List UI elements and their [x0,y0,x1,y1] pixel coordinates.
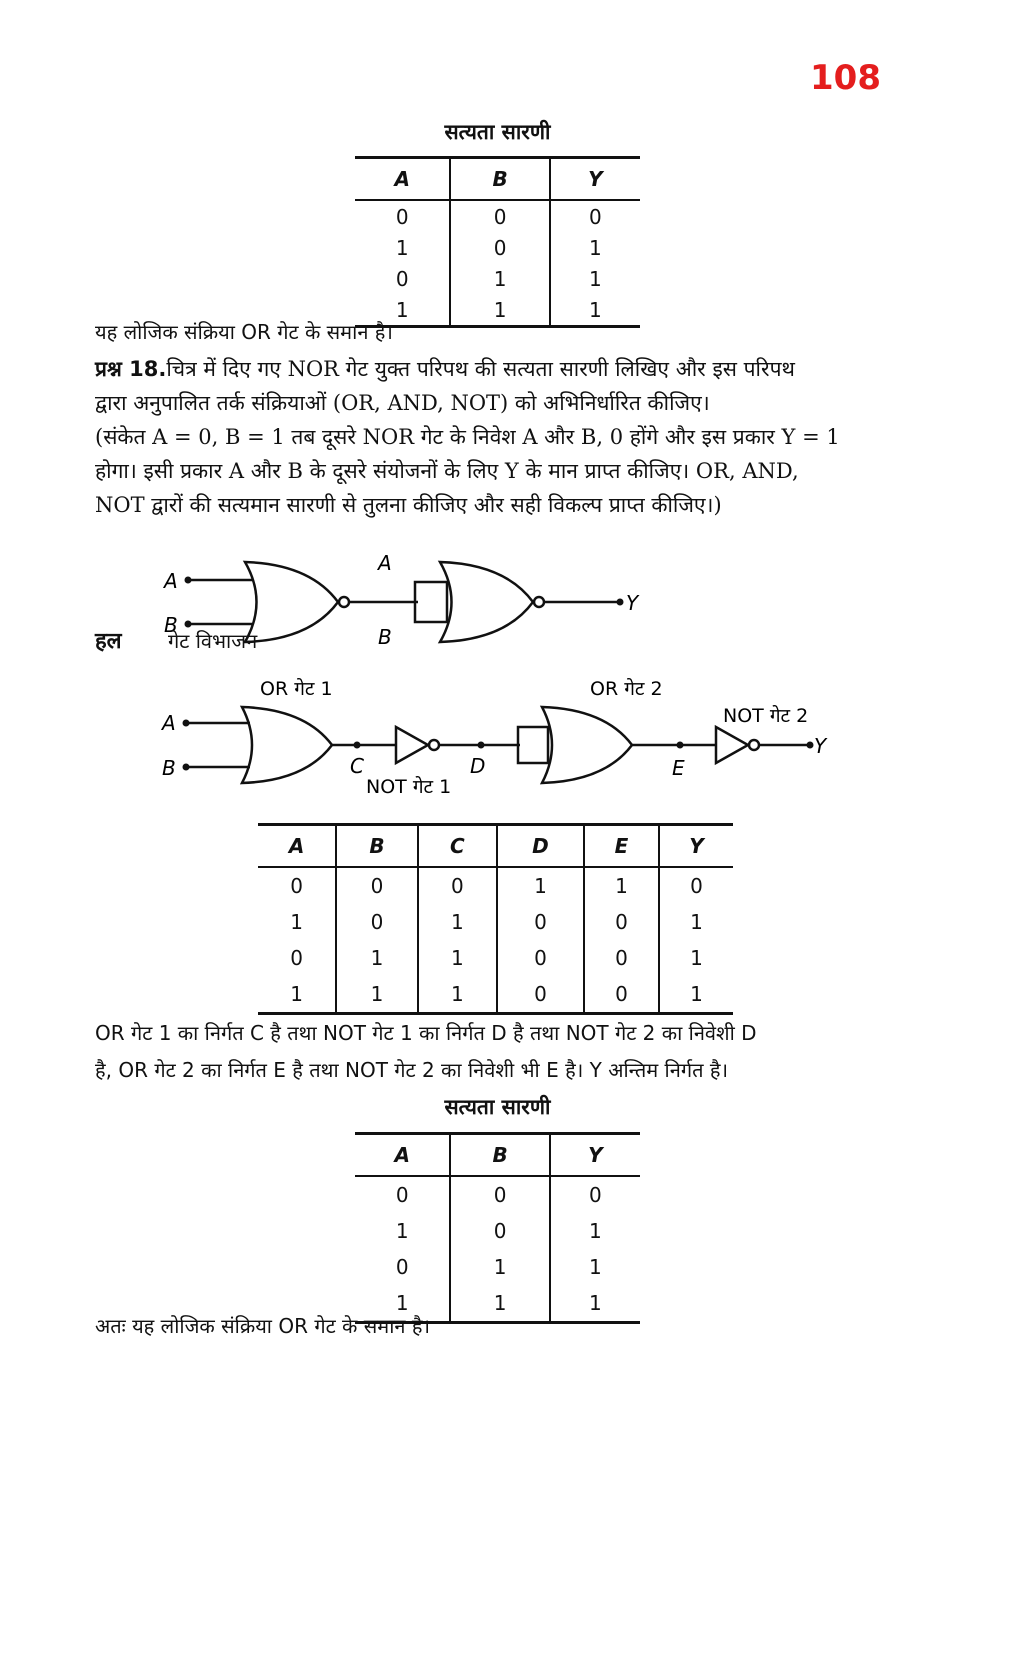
output-y-label: Y [814,734,827,758]
note-or-gate: यह लोजिक संक्रिया OR गेट के समान है। [95,320,393,344]
input-b-label: B [162,756,176,780]
table-row [355,200,640,232]
cell: 1 [290,910,303,934]
solution-label: हल [95,629,122,654]
table1-caption: सत्यता सारणी [444,120,551,144]
truth-table-2 [258,823,733,1015]
cell: 1 [290,982,303,1006]
cell: 1 [395,1219,409,1243]
explanation-line: है, OR गेट 2 का निर्गत E है तथा NOT गेट 2 का निवेशी भी E है। Y अन्तिम निर्गत है। [95,1058,729,1082]
table1-header: Y [550,158,640,201]
page-number: 108 [810,58,881,98]
input-a-label: A [164,569,178,593]
cell: 0 [497,904,584,940]
output-y-label: Y [626,591,639,615]
cell: 0 [497,940,584,976]
cell: 0 [584,976,659,1014]
cell: 0 [336,867,418,904]
cell: 0 [550,1176,640,1213]
node-d-label: D [470,754,486,778]
input-b-label: B [164,613,178,637]
node-e-label: E [672,756,685,780]
cell: 1 [336,940,418,976]
table2-header: B [336,825,418,868]
cell: 1 [450,1249,549,1285]
table2-header: E [584,825,659,868]
table2-header: Y [659,825,733,868]
gate-decomposition-diagram [150,665,890,825]
cell: 0 [450,1213,549,1249]
table2-header: C [418,825,497,868]
cell: 1 [550,294,640,327]
table-row [355,1249,640,1285]
not-gate-1-label: NOT गेट 1 [366,776,452,798]
table1-header: A [355,158,450,201]
table3-header: Y [550,1134,640,1177]
cell: 1 [659,940,733,976]
cell: 1 [395,1291,409,1315]
cell: 0 [395,1255,409,1279]
cell: 0 [584,904,659,940]
cell: 0 [497,976,584,1014]
cell: 1 [550,1249,640,1285]
cell: 1 [550,263,640,294]
table-row [355,232,640,263]
cell: 0 [450,200,549,232]
cell: 0 [450,232,549,263]
or-gate-1-label: OR गेट 1 [260,678,333,700]
truth-table-1 [355,156,640,328]
cell: 0 [550,200,640,232]
table-row [355,1176,640,1213]
explanation-line: OR गेट 1 का निर्गत C है तथा NOT गेट 1 का निर्गत D है तथा NOT गेट 2 का निवेशी D [95,1021,757,1045]
table3-header: A [355,1134,450,1177]
cell: 1 [550,232,640,263]
input-a-label: A [162,711,176,735]
cell: 1 [450,263,549,294]
table2-header: A [258,825,336,868]
cell: 1 [659,904,733,940]
node-c-label: C [350,754,364,778]
cell: 1 [450,294,549,327]
cell: 1 [395,235,409,260]
cell: 1 [550,1213,640,1249]
table-row [258,867,733,904]
cell: 0 [336,904,418,940]
mid-b-label: B [378,625,392,649]
cell: 0 [450,1176,549,1213]
cell: 0 [659,867,733,904]
mid-a-label: A [378,551,392,575]
question-line: होगा। इसी प्रकार A और B के दूसरे संयोजनों के लिए Y के मान प्राप्त कीजिए। OR, AND, [95,459,799,483]
cell: 0 [584,940,659,976]
cell: 0 [418,867,497,904]
cell: 0 [290,946,303,970]
cell: 1 [584,867,659,904]
table3-caption: सत्यता सारणी [444,1095,551,1119]
cell: 1 [336,976,418,1014]
cell: 1 [450,1285,549,1323]
question-line: NOT द्वारों की सत्यमान सारणी से तुलना कीजिए और सही विकल्प प्राप्त कीजिए।) [95,493,722,517]
question-block [95,352,945,522]
solution-title: गेट विभाजन [168,629,258,653]
cell: 1 [659,976,733,1014]
question-line: (संकेत A = 0, B = 1 तब दूसरे NOR गेट के निवेश A और B, 0 होंगे और इस प्रकार Y = 1 [95,425,840,449]
cell: 1 [418,976,497,1014]
question-line: चित्र में दिए गए NOR गेट युक्त परिपथ की सत्यता सारणी लिखिए और इस परिपथ [166,357,795,381]
cell: 1 [395,297,409,322]
cell: 0 [290,874,303,898]
table2-header: D [497,825,584,868]
table-row [355,1213,640,1249]
cell: 1 [497,867,584,904]
cell: 0 [395,204,409,229]
cell: 0 [395,266,409,291]
conclusion: अतः यह लोजिक संक्रिया OR गेट के समान है। [95,1314,431,1338]
question-label: प्रश्न 18. [95,357,167,381]
question-line: द्वारा अनुपालित तर्क संक्रियाओं (OR, AND, NOT) को अभिनिर्धारित कीजिए। [95,391,710,415]
table-row [258,940,733,976]
cell: 1 [418,940,497,976]
table1-header: B [450,158,549,201]
explanation-block [95,1015,955,1089]
cell: 1 [550,1285,640,1323]
or-gate-2-label: OR गेट 2 [590,678,663,700]
cell: 0 [395,1183,409,1207]
table3-header: B [450,1134,549,1177]
table-row [258,976,733,1014]
cell: 1 [418,904,497,940]
truth-table-3 [355,1132,640,1324]
table-row [258,904,733,940]
table-row [355,263,640,294]
not-gate-2-label: NOT गेट 2 [723,705,809,727]
table-row [355,294,640,327]
